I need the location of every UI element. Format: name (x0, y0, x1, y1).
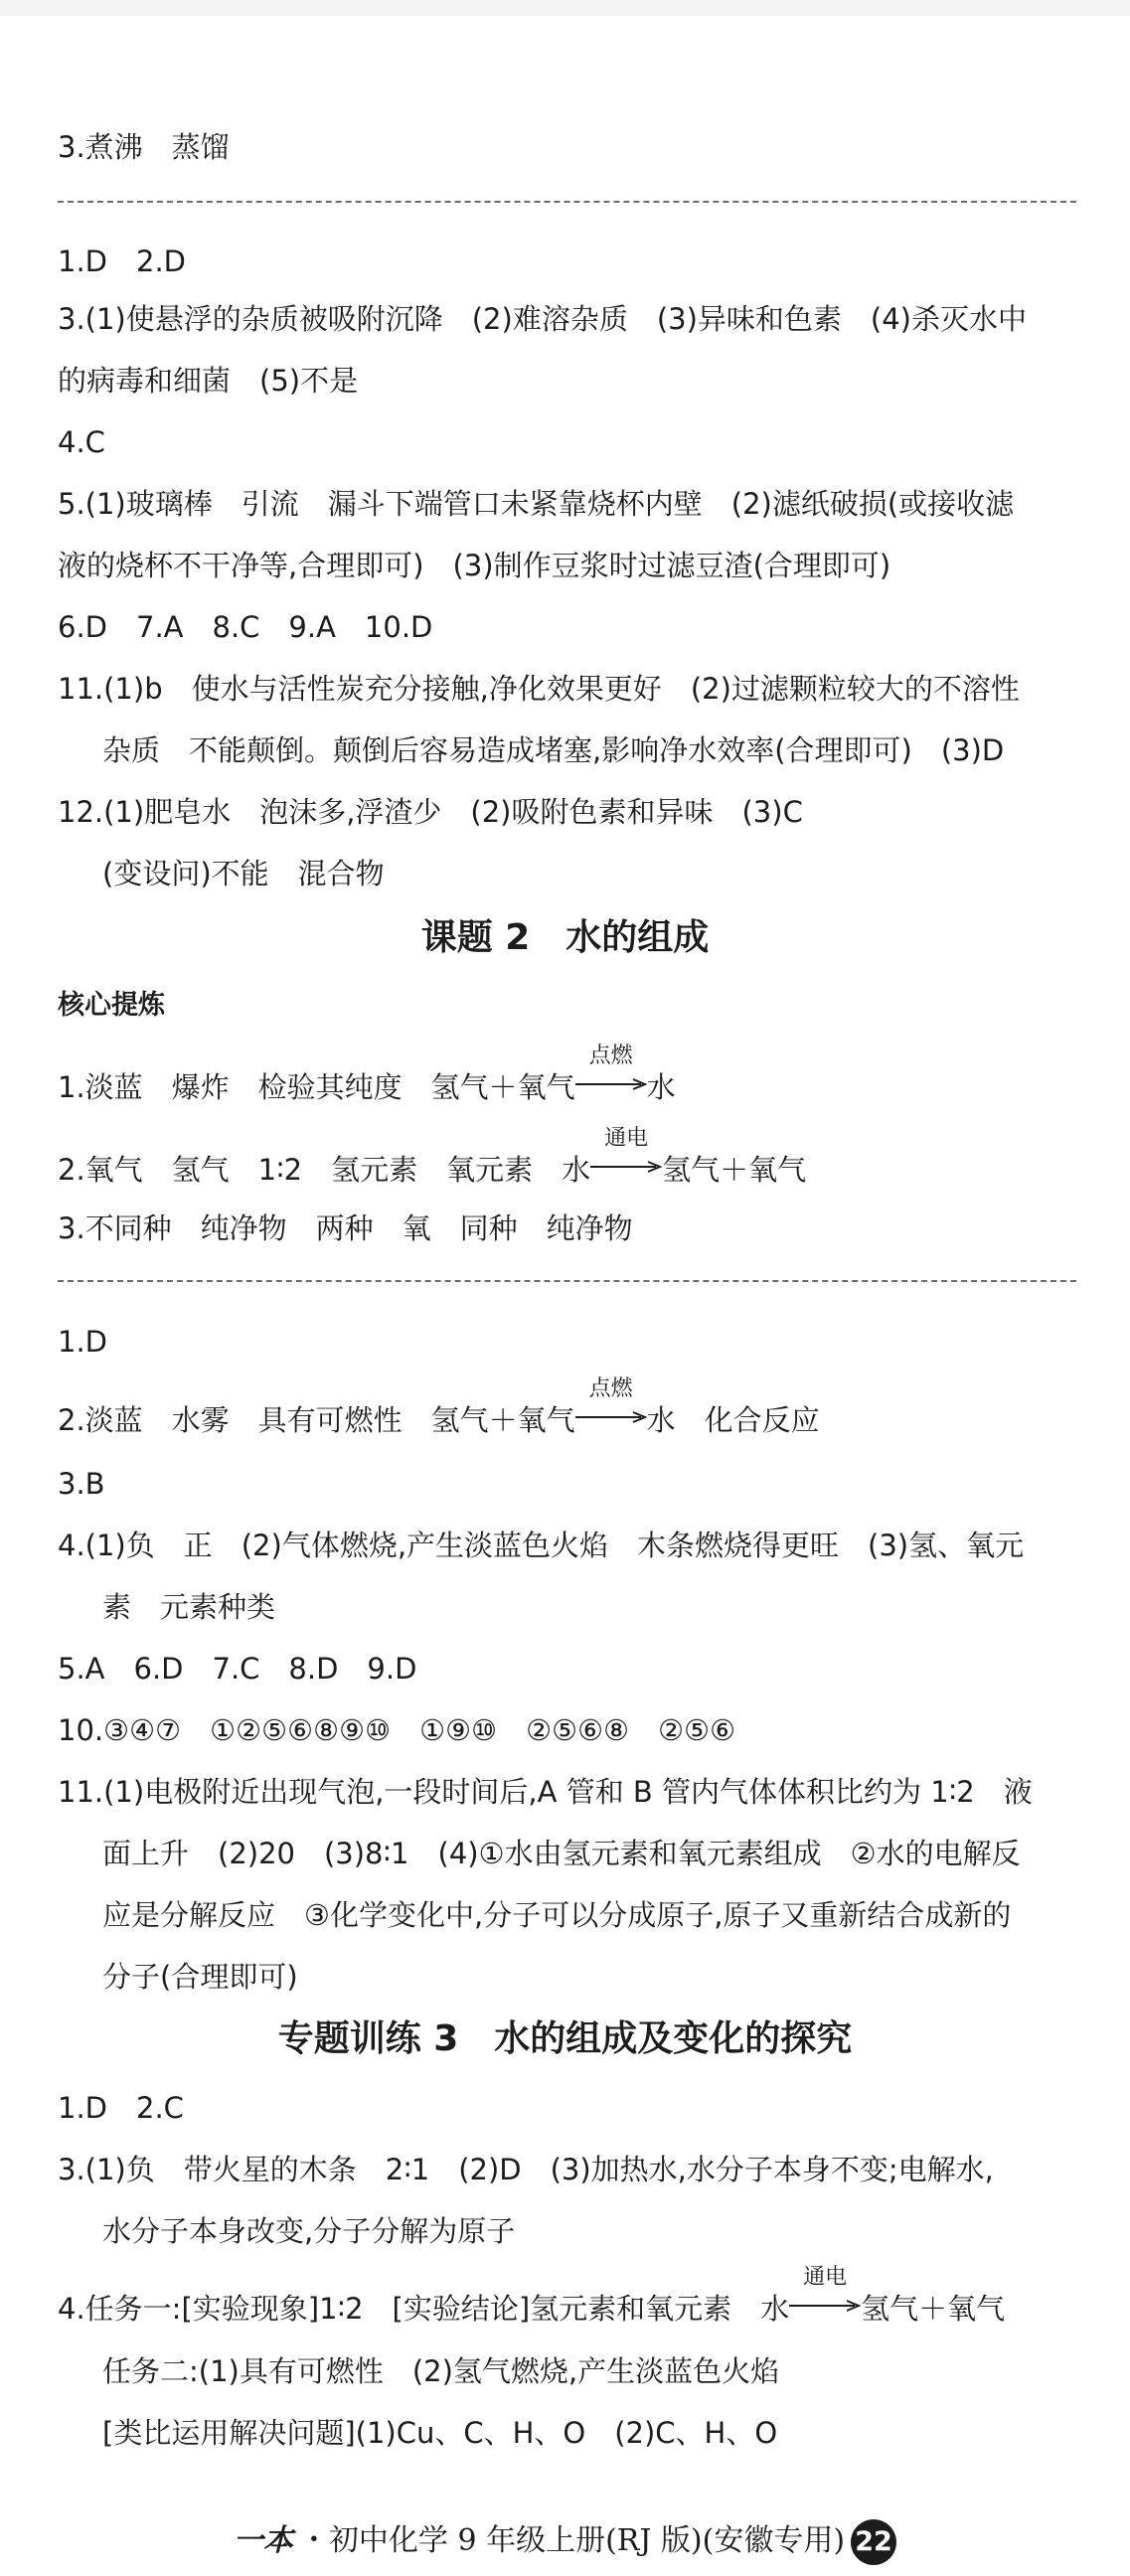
answer-line: 3.(1)使悬浮的杂质被吸附沉降 (2)难溶杂质 (3)异味和色素 (4)杀灭水中 (58, 302, 1027, 336)
answer-line: 1.D 2.D (58, 244, 186, 278)
page-number: 22 (851, 2519, 896, 2565)
answer-line: [类比运用解决问题](1)Cu、C、H、O (2)C、H、O (102, 2416, 778, 2450)
answer-line: 10.③④⑦ ①②⑤⑥⑧⑨⑩ ①⑨⑩ ②⑤⑥⑧ ②⑤⑥ (58, 1713, 736, 1747)
subsection-heading: 核心提炼 (58, 990, 165, 1021)
equation-products: 水 (646, 1070, 676, 1104)
answer-line: 3.(1)负 带火星的木条 2∶1 (2)D (3)加热水,水分子本身不变;电解水, (58, 2153, 994, 2186)
dashed-divider (58, 1280, 1076, 1282)
answer-line: 6.D 7.A 8.C 9.A 10.D (58, 610, 433, 644)
answer-line: 任务二:(1)具有可燃性 (2)氢气燃烧,产生淡蓝色火焰 (102, 2354, 780, 2388)
arrow-icon (575, 1410, 647, 1424)
book-title: ・初中化学 9 年级上册(RJ 版)(安徽专用) (298, 2523, 846, 2558)
arrow-icon (789, 2299, 861, 2313)
answer-line: 3.B (58, 1467, 105, 1501)
answer-line: 1.D (58, 1325, 107, 1359)
answer-line: 素 元素种类 (102, 1590, 276, 1624)
answer-line: 4.C (58, 425, 105, 459)
page-footer (0, 2517, 1130, 2565)
answer-line: 11.(1)b 使水与活性炭充分接触,净化效果更好 (2)过滤颗粒较大的不溶性 (58, 672, 1020, 706)
answer-line: 面上升 (2)20 (3)8∶1 (4)①水由氢元素和氧元素组成 ②水的电解反 (102, 1837, 1021, 1870)
reaction-arrow (789, 2265, 861, 2329)
brand-logo: 一本 (233, 2523, 293, 2558)
dashed-divider (58, 201, 1076, 203)
equation-products: 水 化合反应 (646, 1403, 820, 1437)
answer-line: 应是分解反应 ③化学变化中,分子可以分成原子,原子又重新结合成新的 (102, 1898, 1012, 1932)
answer-line: 1.D 2.C (58, 2091, 184, 2125)
answer-line (58, 1376, 1080, 1440)
answer-line (58, 1126, 1080, 1190)
answer-line (58, 1044, 1080, 1107)
answer-line: 水分子本身改变,分子分解为原子 (102, 2214, 516, 2248)
reaction-arrow (590, 1126, 662, 1190)
section-title: 课题 2 水的组成 (420, 917, 710, 958)
answer-line: 12.(1)肥皂水 泡沫多,浮渣少 (2)吸附色素和异味 (3)C (58, 795, 803, 829)
answer-line: 分子(合理即可) (102, 1960, 298, 1994)
reaction-condition: 点燃 (588, 1044, 633, 1068)
answer-line: 5.A 6.D 7.C 8.D 9.D (58, 1652, 417, 1686)
equation-reactants: 2.氧气 氢气 1∶2 氢元素 氧元素 水 (58, 1153, 591, 1187)
scan-top-edge (0, 0, 1130, 16)
answer-line: 杂质 不能颠倒。颠倒后容易造成堵塞,影响净水效率(合理即可) (3)D (102, 733, 1005, 767)
equation-reactants: 4.任务一:[实验现象]1∶2 [实验结论]氢元素和氧元素 水 (58, 2292, 790, 2326)
answer-line: 4.(1)负 正 (2)气体燃烧,产生淡蓝色火焰 木条燃烧得更旺 (3)氢、氧元 (58, 1529, 1025, 1562)
reaction-condition: 通电 (803, 2265, 848, 2290)
answer-line: 3.不同种 纯净物 两种 氧 同种 纯净物 (58, 1211, 633, 1245)
equation-products: 氢气＋氧气 (662, 1153, 807, 1187)
arrow-icon (590, 1160, 662, 1174)
equation-reactants: 2.淡蓝 水雾 具有可燃性 氢气＋氧气 (58, 1403, 575, 1437)
arrow-icon (575, 1077, 647, 1091)
answer-line: 3.煮沸 蒸馏 (58, 130, 230, 164)
reaction-condition: 点燃 (588, 1376, 633, 1401)
answer-line: 的病毒和细菌 (5)不是 (58, 364, 359, 398)
answer-line: (变设问)不能 混合物 (102, 857, 385, 890)
answer-line: 液的烧杯不干净等,合理即可) (3)制作豆浆时过滤豆渣(合理即可) (58, 549, 891, 582)
section-title: 专题训练 3 水的组成及变化的探究 (277, 2018, 853, 2059)
answer-line (58, 2265, 1080, 2329)
equation-products: 氢气＋氧气 (861, 2292, 1006, 2326)
answer-line: 11.(1)电极附近出现气泡,一段时间后,A 管和 B 管内气体体积比约为 1∶2 液 (58, 1775, 1033, 1809)
reaction-condition: 通电 (604, 1126, 649, 1151)
answer-line: 5.(1)玻璃棒 引流 漏斗下端管口未紧靠烧杯内壁 (2)滤纸破损(或接收滤 (58, 487, 1015, 521)
reaction-arrow (575, 1376, 647, 1440)
reaction-arrow (575, 1044, 647, 1107)
equation-reactants: 1.淡蓝 爆炸 检验其纯度 氢气＋氧气 (58, 1070, 575, 1104)
